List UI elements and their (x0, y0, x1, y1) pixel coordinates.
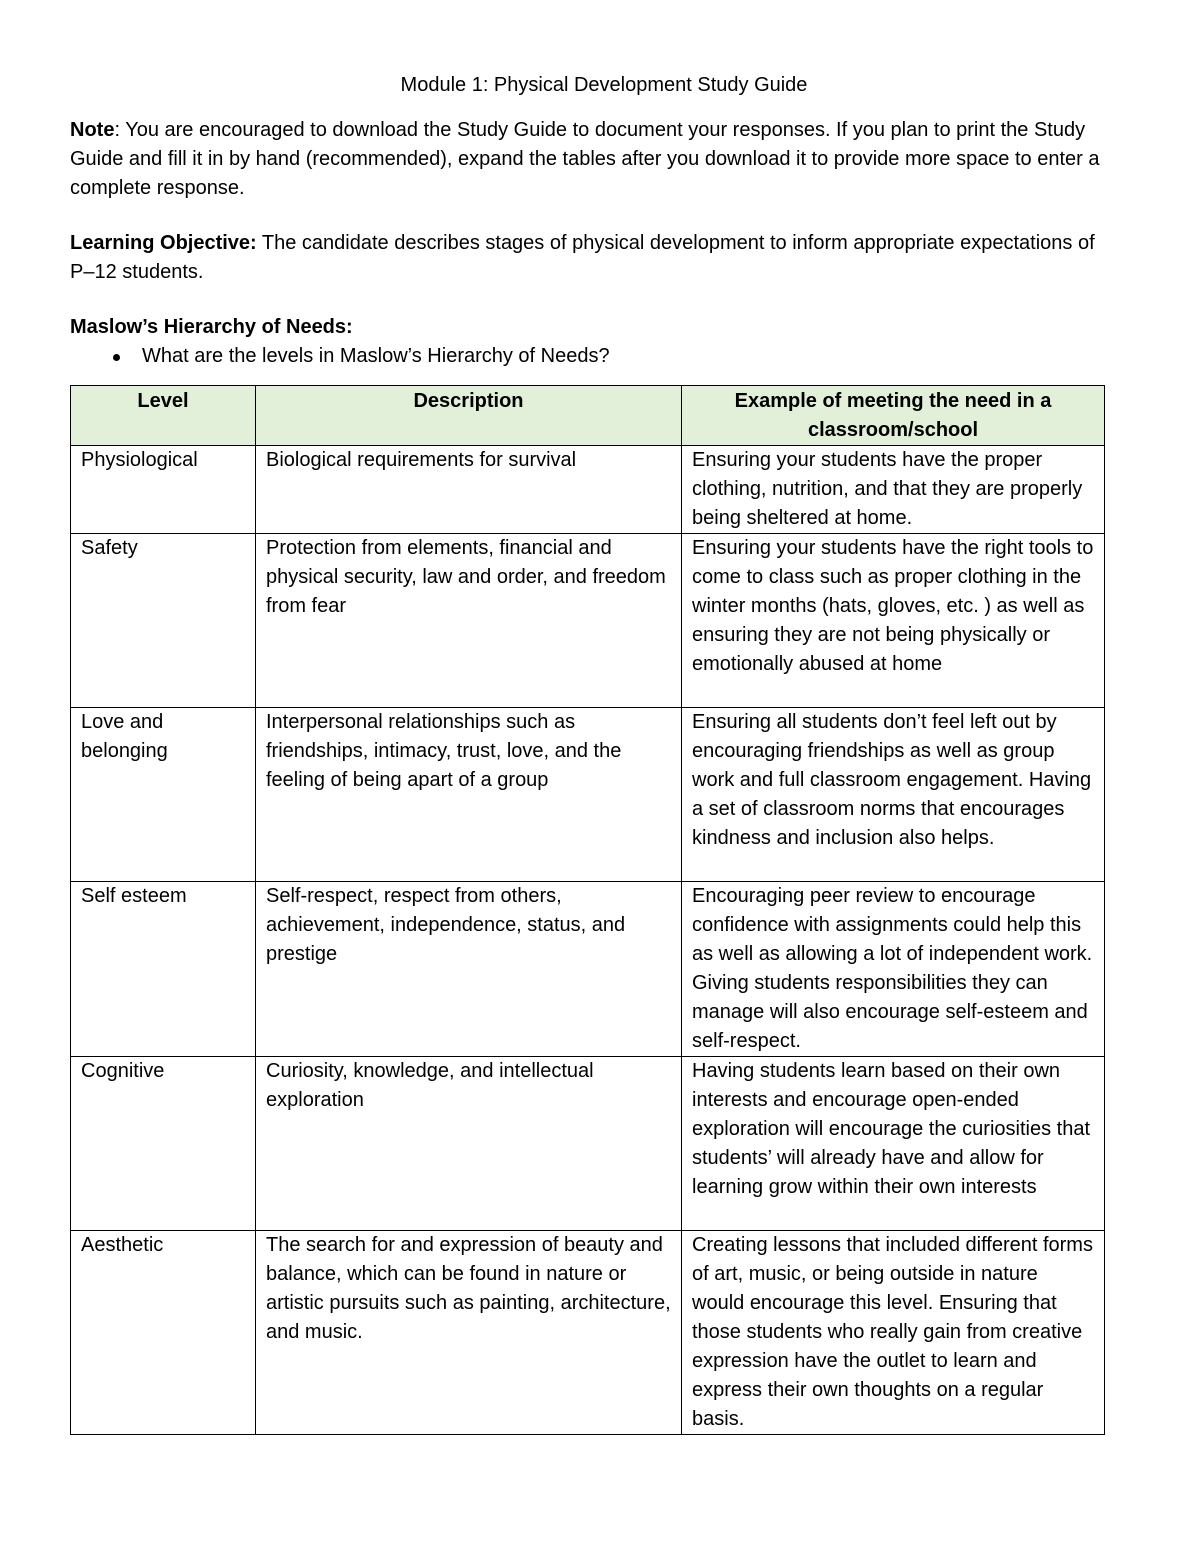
section-heading: Maslow’s Hierarchy of Needs: (70, 316, 353, 338)
note-paragraph (70, 116, 1110, 203)
maslow-table (70, 385, 1105, 1435)
table-header-row (71, 386, 1105, 446)
cell-example: Ensuring all students don’t feel left out by encouraging friendships as well as group work and full classroom engagement. Having a set of classroom norms that encourages kindness and inclusion also helps. (682, 708, 1105, 882)
cell-description: Curiosity, knowledge, and intellectual exploration (256, 1057, 682, 1231)
cell-level: Cognitive (71, 1057, 256, 1231)
cell-example: Ensuring your students have the right tools to come to class such as proper clothing in the winter months (hats, gloves, etc. ) as well as ensuring they are not being physically or emotionally abused at home (682, 534, 1105, 708)
cell-level: Aesthetic (71, 1231, 256, 1435)
header-level: Level (71, 386, 256, 446)
cell-description: The search for and expression of beauty and balance, which can be found in nature or artistic pursuits such as painting, architecture, and music. (256, 1231, 682, 1435)
header-example: Example of meeting the need in a classroom/school (682, 386, 1105, 446)
cell-level: Physiological (71, 446, 256, 534)
study-guide-page (70, 70, 1110, 1435)
document-title: Module 1: Physical Development Study Guide (400, 74, 808, 96)
table-row (71, 534, 1105, 708)
table-row (71, 1231, 1105, 1435)
cell-example: Having students learn based on their own interests and encourage open-ended exploration will encourage the curiosities that students’ will already have and allow for learning grow within their own interests (682, 1057, 1105, 1231)
table-row (71, 1057, 1105, 1231)
note-label: Note (70, 119, 115, 141)
bullet-dot-icon (113, 354, 120, 361)
note-text: : You are encouraged to download the Study Guide to document your responses. If you plan to print the Study Guide and fill it in by hand (recommended), expand the tables after you download it to provide more space to enter a complete response. (70, 119, 1100, 199)
cell-example: Encouraging peer review to encourage confidence with assignments could help this as well as allowing a lot of independent work. Giving students responsibilities they can manage will also encourage self-esteem and self-respect. (682, 882, 1105, 1057)
cell-description: Biological requirements for survival (256, 446, 682, 534)
cell-example: Creating lessons that included different forms of art, music, or being outside in nature would encourage this level. Ensuring that those students who really gain from creative expression have the outlet to learn and express their own thoughts on a regular basis. (682, 1231, 1105, 1435)
table-row (71, 446, 1105, 534)
cell-example: Ensuring your students have the proper clothing, nutrition, and that they are properly being sheltered at home. (682, 446, 1105, 534)
cell-description: Interpersonal relationships such as friendships, intimacy, trust, love, and the feeling of being apart of a group (256, 708, 682, 882)
cell-level: Self esteem (71, 882, 256, 1057)
table-row (71, 708, 1105, 882)
bullet-item (70, 342, 1110, 371)
bullet-question: What are the levels in Maslow’s Hierarchy of Needs? (142, 345, 610, 367)
cell-description: Self-respect, respect from others, achievement, independence, status, and prestige (256, 882, 682, 1057)
header-description: Description (256, 386, 682, 446)
learning-objective-paragraph (70, 229, 1110, 287)
cell-level: Love and belonging (71, 708, 256, 882)
learning-objective-text: The candidate describes stages of physical development to inform appropriate expectations of P–12 students. (70, 232, 1095, 283)
cell-description: Protection from elements, financial and physical security, law and order, and freedom from fear (256, 534, 682, 708)
table-row (71, 882, 1105, 1057)
cell-level: Safety (71, 534, 256, 708)
learning-objective-label: Learning Objective: (70, 232, 257, 254)
